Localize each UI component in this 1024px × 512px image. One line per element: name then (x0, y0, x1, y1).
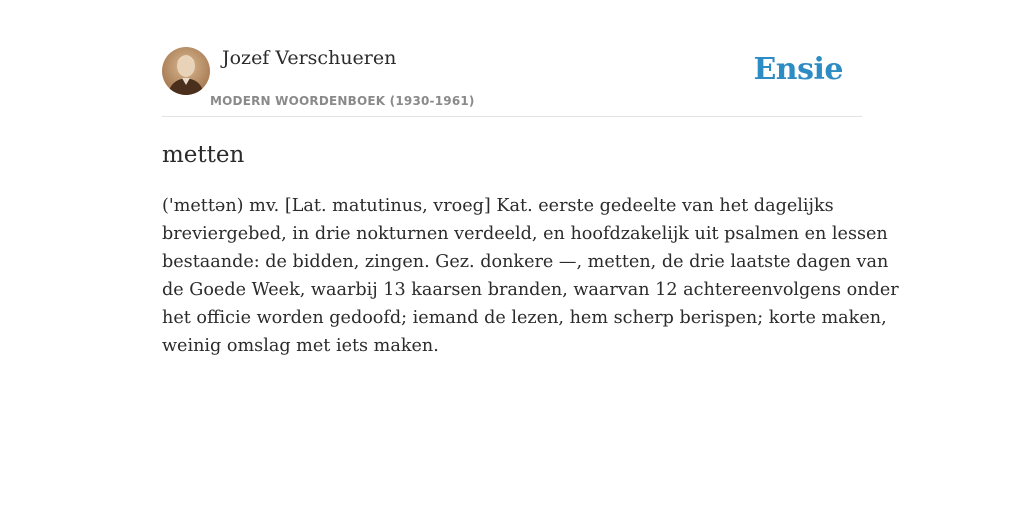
definition-line: breviergebed, in drie nokturnen verdeeld, en hoofdzakelijk uit psalmen en lessen (162, 224, 888, 244)
definition-line: het officie worden gedoofd; iemand de lezen, hem scherp berispen; korte maken, (162, 308, 887, 328)
source-label[interactable]: MODERN WOORDENBOEK (1930-1961) (210, 94, 475, 108)
author-name[interactable]: Jozef Verschueren (222, 47, 397, 69)
entry-header (162, 44, 862, 117)
author-portrait-icon (162, 47, 210, 95)
headword: metten (162, 142, 245, 168)
definition-line: de Goede Week, waarbij 13 kaarsen branden, waarvan 12 achtereenvolgens onder (162, 280, 899, 300)
definition-line: weinig omslag met iets maken. (162, 336, 439, 356)
definition-text (162, 192, 899, 360)
definition-line: bestaande: de bidden, zingen. Gez. donkere —, metten, de drie laatste dagen van (162, 252, 889, 272)
brand-logo[interactable]: Ensie (753, 52, 843, 87)
definition-line: ('mettən) mv. [Lat. matutinus, vroeg] Kat. eerste gedeelte van het dagelijks (162, 196, 834, 216)
author-avatar[interactable] (162, 47, 210, 95)
